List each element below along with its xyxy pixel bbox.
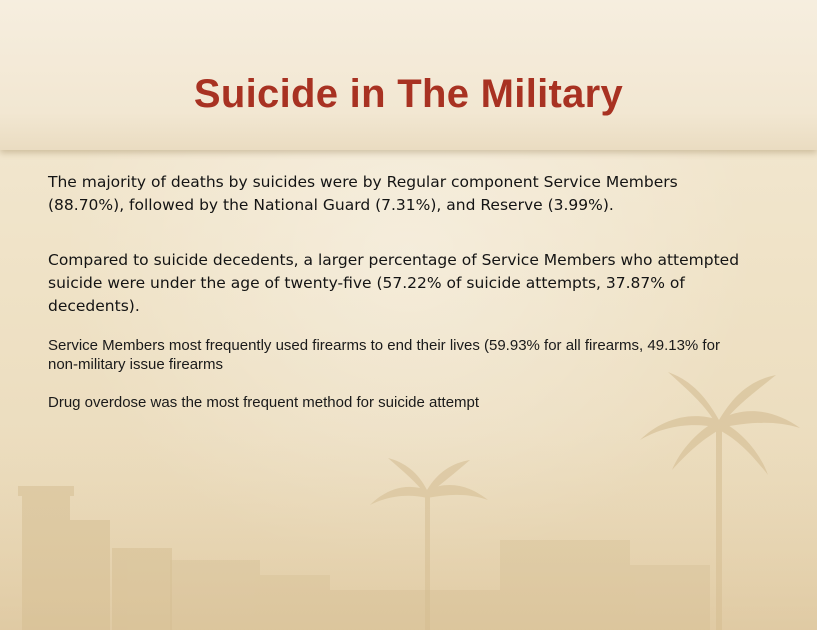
title-band (0, 0, 817, 150)
paragraph-regular-component: The majority of deaths by suicides were by Regular component Service Members (88.70%), followed by the National Guard (7.31%), and Reserve (3.99%). (48, 173, 678, 214)
paragraph-attempt-age: Compared to suicide decedents, a larger percentage of Service Members who attempted suicide were under the age of twenty-five (57.22% of suicide attempts, 37.87% of decedents). (48, 251, 740, 315)
paragraph-firearms: Service Members most frequently used firearms to end their lives (59.93% for all firearms, 49.13% for non-military issue firearms (48, 337, 720, 373)
paragraph-drug-overdose: Drug overdose was the most frequent method for suicide attempt (48, 394, 480, 411)
slide-title: Suicide in The Military (193, 72, 624, 116)
